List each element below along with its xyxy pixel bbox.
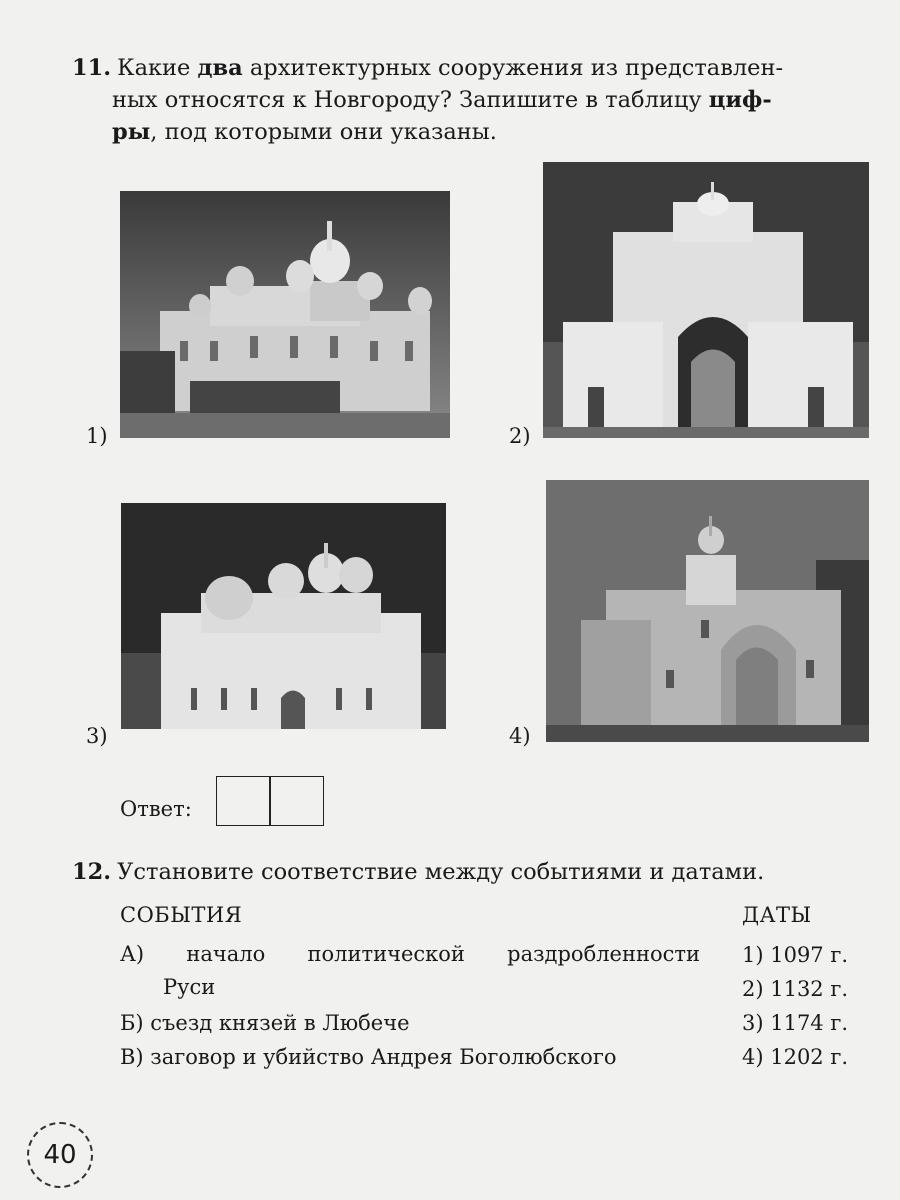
task-11-text-3b: , под которыми они указаны. <box>150 119 497 145</box>
photo-2-label: 2) <box>509 424 531 448</box>
photo-4-label: 4) <box>509 724 531 748</box>
date-2: 2) 1132 г. <box>742 977 849 1001</box>
event-a-line2: Руси <box>163 975 216 999</box>
photo-1-label: 1) <box>86 424 108 448</box>
task-11-bold-digits: циф- <box>708 87 772 113</box>
task-12-text: Установите соответствие между событиями и датами. <box>117 859 765 885</box>
task-11-bold-digits-end: ры <box>112 119 151 145</box>
answer-cell-1[interactable] <box>216 776 271 826</box>
photo-1-cathedral <box>120 191 450 438</box>
answer-label: Ответ: <box>120 797 192 821</box>
date-1: 1) 1097 г. <box>742 943 849 967</box>
answer-cell-2[interactable] <box>269 776 324 826</box>
photo-4-church <box>546 480 869 742</box>
task-11-question <box>72 52 862 148</box>
event-v: В) заговор и убийство Андрея Боголюбского <box>120 1045 617 1069</box>
date-4: 4) 1202 г. <box>742 1045 849 1069</box>
task-11-bold-two: два <box>197 55 243 81</box>
events-header: СОБЫТИЯ <box>120 903 243 927</box>
dates-header: ДАТЫ <box>742 903 812 927</box>
task-11-text-1a: Какие <box>117 55 198 81</box>
task-12-number: 12. <box>72 859 112 885</box>
task-11-text-2a: ных относятся к Новгороду? Запишите в таблицу <box>112 87 709 113</box>
task-11-number: 11. <box>72 55 112 81</box>
event-a-line1: А) начало политической раздробленности <box>120 942 700 966</box>
task-12-question <box>72 856 862 888</box>
date-3: 3) 1174 г. <box>742 1011 849 1035</box>
task-11-text-1b: архитектурных сооружения из представлен- <box>242 55 784 81</box>
photo-3-cathedral <box>121 503 446 729</box>
answer-grid <box>216 776 323 826</box>
event-b: Б) съезд князей в Любече <box>120 1011 410 1035</box>
page-number: 40 <box>27 1122 93 1188</box>
photo-2-gate <box>543 162 869 438</box>
photo-3-label: 3) <box>86 724 108 748</box>
